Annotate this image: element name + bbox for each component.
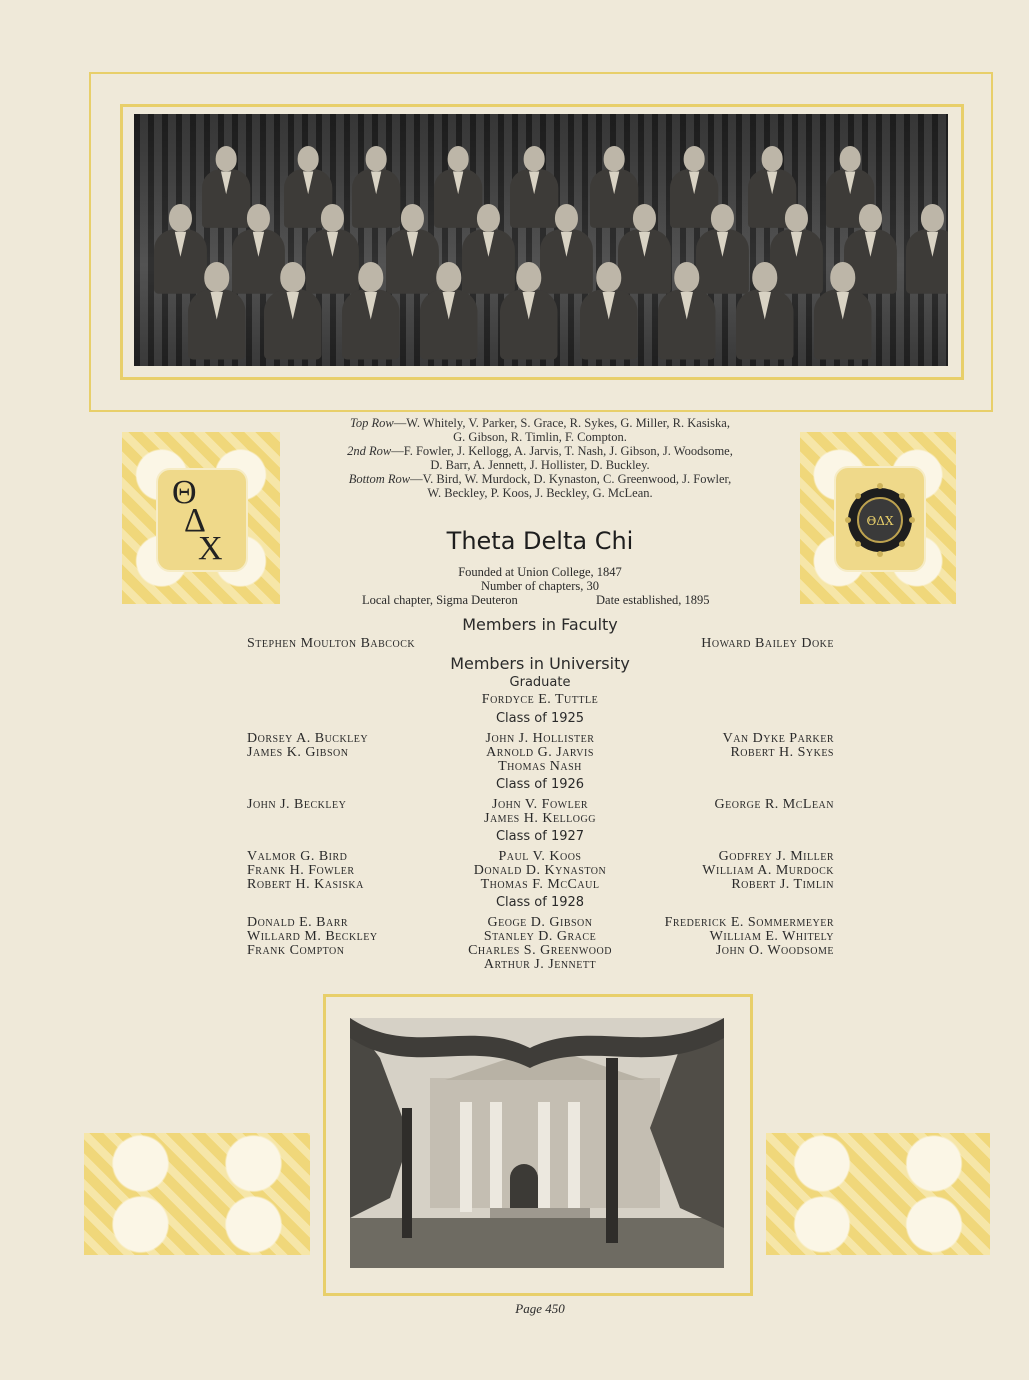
member-name-right: Van Dyke Parker — [722, 731, 834, 746]
delta-letter: Δ — [184, 502, 206, 539]
university-heading: Members in University — [450, 654, 630, 673]
member-name-right: George R. McLean — [714, 797, 834, 812]
left-ornament — [122, 432, 280, 604]
member-name-center: John V. Fowler — [492, 797, 588, 812]
member-name-left: Donald E. Barr — [247, 915, 349, 930]
member-name-right: William A. Murdock — [702, 863, 834, 878]
bottom-row-names-2: W. Beckley, P. Koos, J. Beckley, G. McLean. — [427, 486, 653, 500]
class-heading: Class of 1926 — [495, 777, 585, 792]
founded-info: Founded at Union College, 1847 — [458, 565, 622, 579]
faculty-heading: Members in Faculty — [462, 615, 618, 634]
member-name-right: Robert J. Timlin — [731, 877, 834, 892]
second-row-names-2: D. Barr, A. Jennett, J. Hollister, D. Buckley. — [430, 458, 650, 472]
person-figure — [736, 262, 794, 360]
person-figure — [658, 262, 716, 360]
top-row-label: Top Row — [350, 416, 394, 430]
faculty-left: Stephen Moulton Babcock — [247, 636, 416, 651]
member-name-right: Godfrey J. Miller — [718, 849, 834, 864]
member-name-center: James H. Kellogg — [484, 811, 596, 826]
bottom-right-ornament — [766, 1133, 990, 1255]
second-row-label: 2nd Row — [347, 444, 392, 458]
member-name-left: Dorsey A. Buckley — [247, 731, 369, 746]
person-figure — [814, 262, 872, 360]
top-row-names: —W. Whitely, V. Parker, S. Grace, R. Sykes, G. Miller, R. Kasiska, — [393, 416, 730, 430]
member-name-center: Arnold G. Jarvis — [486, 745, 594, 760]
fraternity-title: Theta Delta Chi — [446, 527, 634, 555]
member-name-center: John J. Hollister — [485, 731, 595, 746]
member-name-left: Willard M. Beckley — [247, 929, 378, 944]
member-name-right: Robert H. Sykes — [730, 745, 834, 760]
member-name-center: Paul V. Koos — [498, 849, 582, 864]
person-figure — [420, 262, 478, 360]
member-name-right: John O. Woodsome — [715, 943, 834, 958]
chapters-info: Number of chapters, 30 — [480, 579, 600, 593]
person-figure — [188, 262, 246, 360]
member-name-center: Stanley D. Grace — [483, 929, 597, 944]
theta-letter: Θ — [172, 474, 197, 511]
local-chapter-info: Local chapter, Sigma Deuteron — [362, 593, 518, 607]
member-name-left: Robert H. Kasiska — [247, 877, 364, 892]
member-name-left: James K. Gibson — [247, 745, 349, 760]
bottom-row-label: Bottom Row — [348, 472, 411, 486]
member-name-right: William E. Whitely — [709, 929, 834, 944]
second-row-names: —F. Fowler, J. Kellogg, A. Jarvis, T. Nash, J. Gibson, J. Woodsome, — [391, 444, 733, 458]
member-name-left: Valmor G. Bird — [247, 849, 348, 864]
person-figure — [264, 262, 322, 360]
person-figure — [342, 262, 400, 360]
greek-letters-panel — [156, 468, 248, 572]
chapter-house-photo — [350, 1018, 724, 1268]
member-name-center: Donald D. Kynaston — [473, 863, 607, 878]
member-name-center: Thomas Nash — [498, 759, 582, 774]
graduate-heading: Graduate — [509, 675, 571, 690]
member-name-left: Frank H. Fowler — [247, 863, 355, 878]
page-number: Page 450 — [515, 1301, 565, 1316]
svg-text:ΘΔΧ: ΘΔΧ — [866, 514, 894, 528]
established-info: Date established, 1895 — [596, 593, 710, 607]
group-photo — [134, 114, 948, 366]
top-row-names-2: G. Gibson, R. Timlin, F. Compton. — [453, 430, 627, 444]
person-figure — [580, 262, 638, 360]
chi-letter: Χ — [198, 530, 223, 567]
class-heading: Class of 1925 — [495, 711, 585, 726]
bottom-left-ornament — [84, 1133, 310, 1255]
member-name-center: Geoge D. Gibson — [487, 915, 593, 930]
crest-panel — [834, 466, 926, 572]
bottom-row-names: —V. Bird, W. Murdock, D. Kynaston, C. Greenwood, J. Fowler, — [410, 472, 732, 486]
member-name-center: Thomas F. McCaul — [480, 877, 600, 892]
graduate-name: Fordyce E. Tuttle — [481, 692, 599, 707]
member-name-left: Frank Compton — [247, 943, 345, 958]
member-name-center: Charles S. Greenwood — [468, 943, 612, 958]
class-heading: Class of 1928 — [495, 895, 585, 910]
member-name-center: Arthur J. Jennett — [483, 957, 597, 972]
member-name-right: Frederick E. Sommermeyer — [664, 915, 834, 930]
person-figure — [906, 204, 948, 294]
right-ornament — [800, 432, 956, 604]
faculty-right: Howard Bailey Doke — [701, 636, 834, 651]
photo-caption — [300, 416, 780, 500]
chapter-house-image — [350, 1018, 724, 1268]
member-name-left: John J. Beckley — [247, 797, 347, 812]
fraternity-crest-icon — [836, 468, 924, 570]
person-figure — [500, 262, 558, 360]
class-heading: Class of 1927 — [495, 829, 585, 844]
